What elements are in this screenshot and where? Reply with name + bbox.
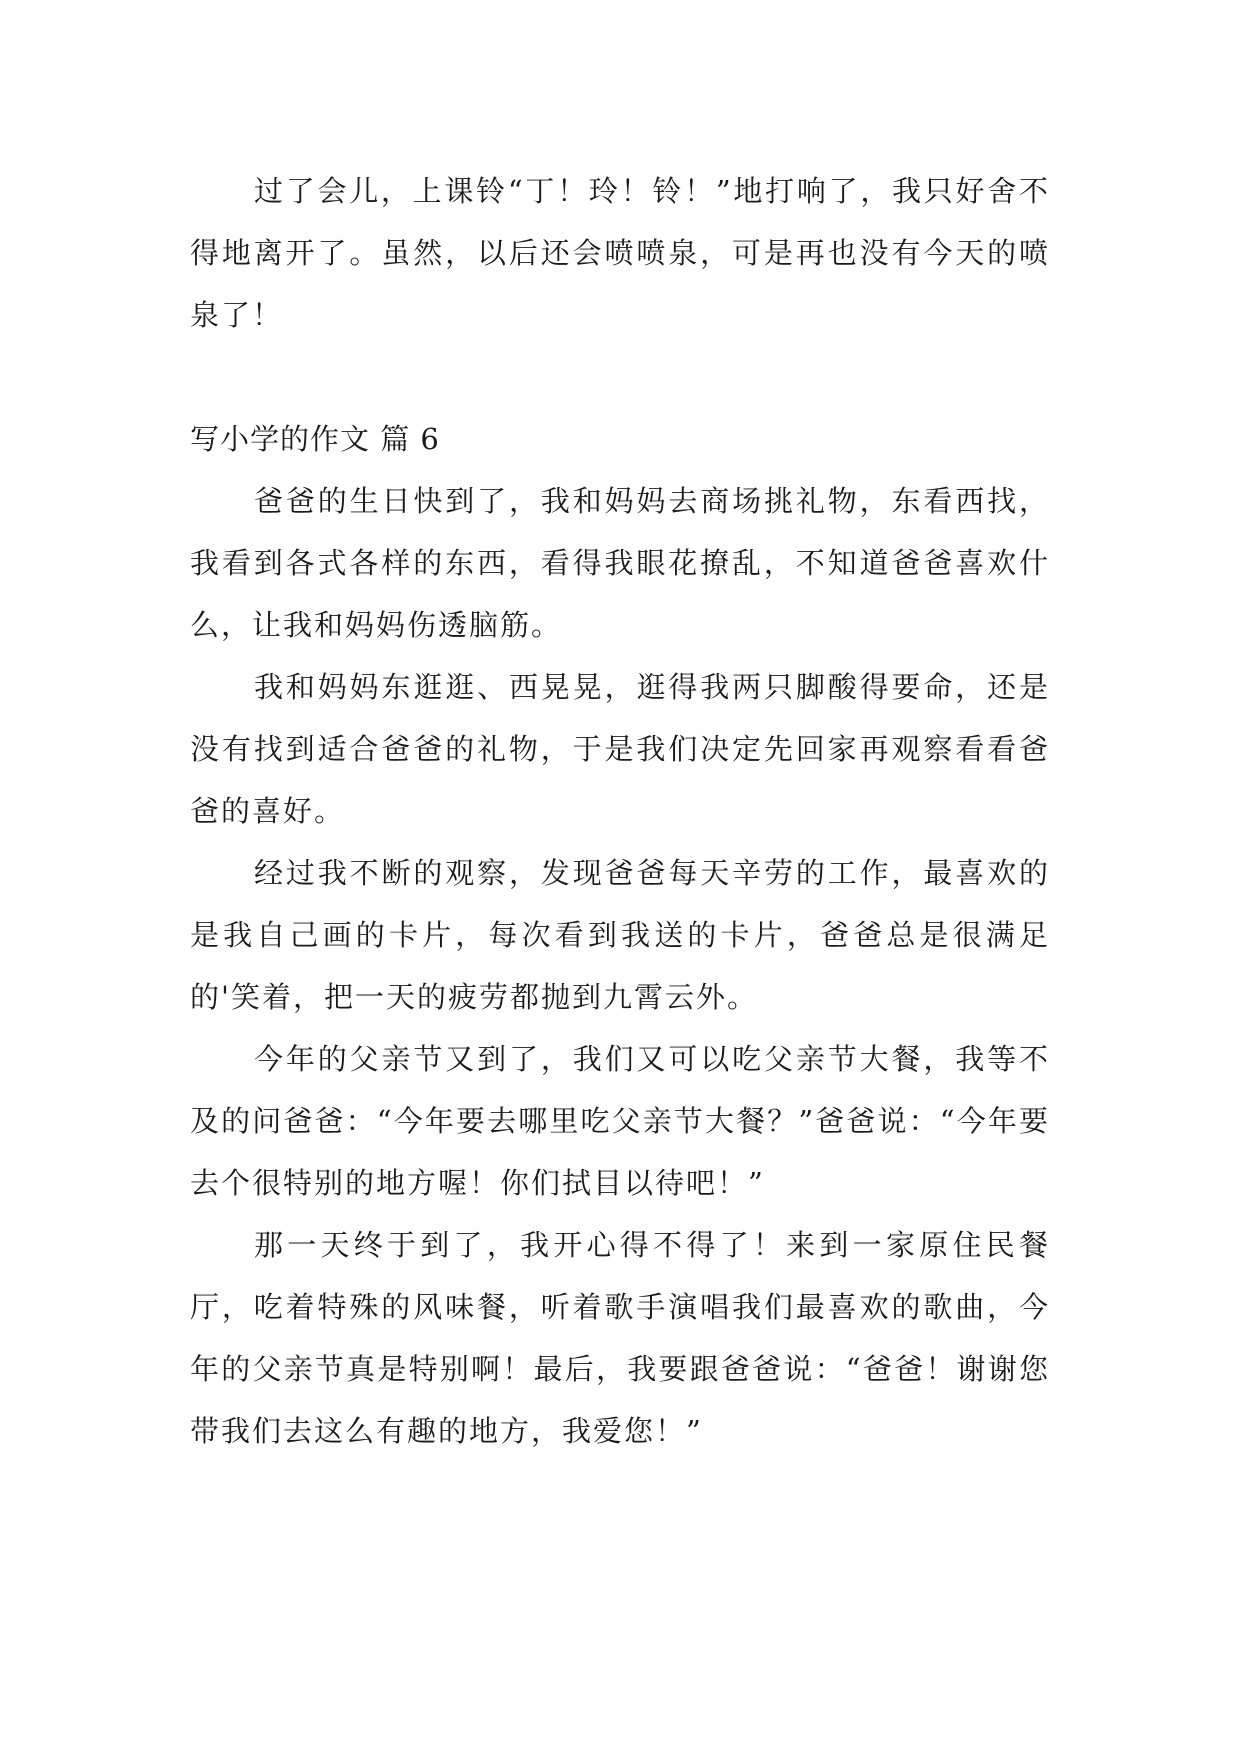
intro-paragraph: 过了会儿，上课铃“丁！玲！铃！”地打响了，我只好舍不得地离开了。虽然，以后还会喷喷泉，可是再也没有今天的喷泉了！: [190, 174, 1050, 332]
essay-paragraph-3: 经过我不断的观察，发现爸爸每天辛劳的工作，最喜欢的是我自己画的卡片，每次看到我送的卡片，爸爸总是很满足的'笑着，把一天的疲劳都抛到九霄云外。: [190, 856, 1050, 1014]
essay-body: [190, 160, 1050, 1462]
section-title: 写小学的作文 篇 6: [190, 422, 440, 456]
essay-paragraph-1: 爸爸的生日快到了，我和妈妈去商场挑礼物，东看西找，我看到各式各样的东西，看得我眼花撩乱，不知道爸爸喜欢什么，让我和妈妈伤透脑筋。: [190, 484, 1050, 642]
essay-paragraph-2: 我和妈妈东逛逛、西晃晃，逛得我两只脚酸得要命，还是没有找到适合爸爸的礼物，于是我们决定先回家再观察看看爸爸的喜好。: [190, 670, 1050, 828]
essay-paragraph-4: 今年的父亲节又到了，我们又可以吃父亲节大餐，我等不及的问爸爸：“今年要去哪里吃父亲节大餐？”爸爸说：“今年要去个很特别的地方喔！你们拭目以待吧！”: [190, 1042, 1050, 1200]
essay-paragraph-5: 那一天终于到了，我开心得不得了！来到一家原住民餐厅，吃着特殊的风味餐，听着歌手演唱我们最喜欢的歌曲，今年的父亲节真是特别啊！最后，我要跟爸爸说：“爸爸！谢谢您带我们去这么有趣的地方，我爱您！”: [190, 1228, 1050, 1448]
